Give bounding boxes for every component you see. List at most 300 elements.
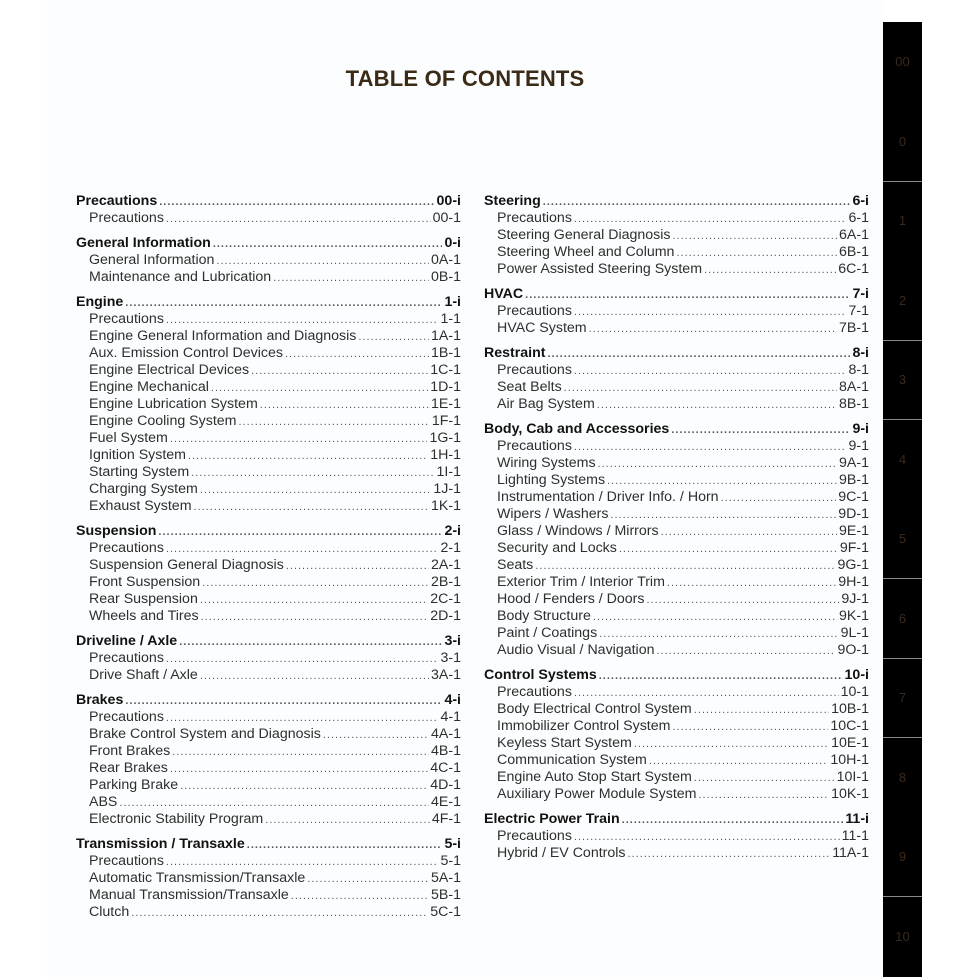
- toc-entry-page: 9O-1: [837, 642, 869, 658]
- toc-entry[interactable]: [76, 591, 461, 608]
- toc-entry-page: 10C-1: [830, 718, 869, 734]
- toc-section-heading[interactable]: [484, 344, 869, 362]
- dot-leader: [704, 262, 836, 279]
- dot-leader: [599, 626, 838, 643]
- section-tab[interactable]: 1: [898, 213, 907, 229]
- toc-entry-label: Precautions: [89, 311, 164, 327]
- toc-entry[interactable]: [484, 303, 869, 320]
- toc-entry[interactable]: [76, 345, 461, 362]
- toc-entry[interactable]: [76, 574, 461, 591]
- toc-entry-label: Maintenance and Lubrication: [89, 269, 272, 285]
- toc-entry-label: Drive Shaft / Axle: [89, 667, 198, 683]
- toc-entry[interactable]: [76, 540, 461, 557]
- toc-entry-page: 7-1: [848, 303, 869, 319]
- toc-entry-page: 2D-1: [430, 608, 461, 624]
- toc-entry-page: 2C-1: [430, 591, 461, 607]
- toc-entry[interactable]: [76, 904, 461, 921]
- dot-leader: [589, 321, 837, 338]
- dot-leader: [159, 193, 434, 211]
- section-tab[interactable]: 2: [898, 292, 907, 308]
- toc-entry-label: Body Electrical Control System: [497, 701, 692, 717]
- toc-entry-label: Engine Cooling System: [89, 413, 237, 429]
- dot-leader: [694, 702, 829, 719]
- dot-leader: [548, 345, 851, 363]
- toc-entry-page: 10E-1: [831, 735, 869, 751]
- toc-section: [484, 344, 869, 413]
- toc-section-heading[interactable]: [76, 522, 461, 540]
- toc-entry-label: Automatic Transmission/Transaxle: [89, 870, 306, 886]
- toc-section-heading-page: 3-i: [444, 633, 461, 649]
- toc-entry-page: 4F-1: [431, 811, 461, 827]
- dot-leader: [607, 473, 837, 490]
- dot-leader: [610, 507, 836, 524]
- dot-leader: [543, 193, 851, 211]
- toc-entry-page: 4B-1: [431, 743, 461, 759]
- toc-entry-label: Hybrid / EV Controls: [497, 845, 626, 861]
- dot-leader: [125, 692, 442, 710]
- toc-entry-page: 11A-1: [832, 845, 869, 861]
- toc-section-heading-label: HVAC: [484, 286, 524, 302]
- toc-section-heading-page: 7-i: [852, 286, 869, 302]
- toc-entry-page: 4D-1: [430, 777, 461, 793]
- toc-entry-label: Precautions: [497, 210, 572, 226]
- dot-leader: [194, 499, 430, 516]
- toc-section-heading-page: 5-i: [444, 836, 461, 852]
- toc-entry-page: 9G-1: [837, 557, 869, 573]
- dot-leader: [170, 761, 428, 778]
- dot-leader: [211, 380, 428, 397]
- toc-entry-label: Precautions: [89, 853, 164, 869]
- toc-entry[interactable]: [76, 498, 461, 515]
- tab-separator: [883, 419, 922, 420]
- dot-leader: [574, 304, 847, 321]
- dot-leader: [238, 414, 429, 431]
- toc-entry-label: Glass / Windows / Mirrors: [497, 523, 659, 539]
- dot-leader: [676, 245, 837, 262]
- dot-leader: [200, 668, 429, 685]
- dot-leader: [180, 778, 428, 795]
- toc-entry[interactable]: [76, 557, 461, 574]
- toc-section-heading-page: 2-i: [444, 523, 461, 539]
- toc-section-heading-label: Control Systems: [484, 667, 597, 683]
- toc-entry[interactable]: [484, 210, 869, 227]
- toc-entry[interactable]: [484, 642, 869, 659]
- toc-entry-page: 7B-1: [839, 320, 869, 336]
- toc-section-heading[interactable]: [76, 632, 461, 650]
- toc-section-heading-label: Steering: [484, 193, 541, 209]
- toc-entry-label: Suspension General Diagnosis: [89, 557, 284, 573]
- dot-leader: [649, 753, 829, 770]
- toc-entry[interactable]: [484, 244, 869, 261]
- toc-entry-label: Precautions: [89, 709, 164, 725]
- toc-entry[interactable]: [484, 523, 869, 540]
- toc-entry-page: 11-1: [841, 828, 869, 844]
- toc-section-heading-page: 1-i: [444, 294, 461, 310]
- toc-entry[interactable]: [76, 760, 461, 777]
- toc-entry-label: Front Brakes: [89, 743, 171, 759]
- section-tab[interactable]: 9: [898, 849, 907, 865]
- toc-entry-page: 9C-1: [838, 489, 869, 505]
- toc-entry[interactable]: [484, 752, 869, 769]
- toc-entry-label: Precautions: [497, 438, 572, 454]
- toc-entry-page: 9B-1: [839, 472, 869, 488]
- toc-entry-label: Body Structure: [497, 608, 591, 624]
- toc-section-heading-label: Brakes: [76, 692, 124, 708]
- toc-entry-page: 9E-1: [839, 523, 869, 539]
- dot-leader: [622, 811, 844, 829]
- toc-entry[interactable]: [484, 786, 869, 803]
- toc-entry-page: 2B-1: [431, 574, 461, 590]
- tab-separator: [883, 181, 922, 182]
- toc-entry[interactable]: [484, 320, 869, 337]
- toc-entry[interactable]: [484, 828, 869, 845]
- dot-leader: [170, 431, 428, 448]
- toc-section-heading-page: 6-i: [852, 193, 869, 209]
- toc-entry-page: 8A-1: [839, 379, 869, 395]
- toc-section-heading[interactable]: [484, 666, 869, 684]
- toc-entry-label: Audio Visual / Navigation: [497, 642, 655, 658]
- toc-section: [484, 420, 869, 659]
- toc-entry-page: 1E-1: [431, 396, 461, 412]
- toc-entry[interactable]: [484, 718, 869, 735]
- toc-entry-label: Wiring Systems: [497, 455, 596, 471]
- toc-section: [76, 632, 461, 684]
- toc-entry[interactable]: [484, 625, 869, 642]
- toc-entry-page: 9D-1: [838, 506, 869, 522]
- toc-entry[interactable]: [484, 701, 869, 718]
- dot-leader: [694, 770, 835, 787]
- dot-leader: [599, 667, 843, 685]
- dot-leader: [202, 575, 429, 592]
- toc-entry[interactable]: [484, 261, 869, 278]
- dot-leader: [166, 854, 439, 871]
- toc-entry-label: Communication System: [497, 752, 647, 768]
- toc-entry-page: 1C-1: [430, 362, 461, 378]
- dot-leader: [598, 456, 837, 473]
- toc-entry[interactable]: [484, 489, 869, 506]
- dot-leader: [574, 211, 847, 228]
- toc-entry-page: 00-1: [432, 210, 461, 226]
- toc-section-heading-label: Engine: [76, 294, 124, 310]
- toc-entry-page: 1K-1: [431, 498, 461, 514]
- dot-leader: [628, 846, 831, 863]
- dot-leader: [646, 592, 839, 609]
- toc-entry[interactable]: [76, 794, 461, 811]
- toc-entry-label: Engine Electrical Devices: [89, 362, 250, 378]
- toc-entry-label: Fuel System: [89, 430, 168, 446]
- toc-section-heading-page: 0-i: [444, 235, 461, 251]
- toc-section-heading[interactable]: [76, 835, 461, 853]
- section-tab[interactable]: 4: [898, 451, 907, 467]
- dot-leader: [125, 294, 442, 312]
- toc-entry[interactable]: [484, 769, 869, 786]
- toc-entry-label: Wipers / Washers: [497, 506, 609, 522]
- toc-entry-page: 5A-1: [431, 870, 461, 886]
- dot-leader: [131, 905, 428, 922]
- section-tab[interactable]: 6: [898, 610, 907, 626]
- dot-leader: [273, 270, 429, 287]
- toc-section-heading-page: 4-i: [444, 692, 461, 708]
- section-tab[interactable]: 00: [895, 54, 910, 70]
- toc-entry-label: Paint / Coatings: [497, 625, 598, 641]
- toc-section: [484, 285, 869, 337]
- toc-entry-page: 9L-1: [840, 625, 869, 641]
- toc-section-heading-label: Restraint: [484, 345, 546, 361]
- toc-entry[interactable]: [76, 887, 461, 904]
- toc-entry[interactable]: [76, 396, 461, 413]
- toc-section-heading-page: 10-i: [844, 667, 869, 683]
- toc-entry[interactable]: [76, 362, 461, 379]
- toc-section-heading-page: 11-i: [845, 811, 869, 827]
- toc-entry-page: 4A-1: [431, 726, 461, 742]
- toc-entry-label: Precautions: [497, 684, 572, 700]
- dot-leader: [265, 812, 430, 829]
- toc-entry-page: 8-1: [848, 362, 869, 378]
- toc-entry[interactable]: [76, 430, 461, 447]
- toc-section-heading-label: Body, Cab and Accessories: [484, 421, 670, 437]
- page-title: TABLE OF CONTENTS: [345, 66, 585, 91]
- toc-entry-label: Engine Mechanical: [89, 379, 209, 395]
- toc-entry-page: 1H-1: [430, 447, 461, 463]
- toc-entry[interactable]: [484, 396, 869, 413]
- toc-entry[interactable]: [76, 379, 461, 396]
- toc-entry-page: 1I-1: [436, 464, 461, 480]
- toc-section-heading-page: 8-i: [852, 345, 869, 361]
- toc-entry[interactable]: [76, 743, 461, 760]
- toc-entry[interactable]: [484, 438, 869, 455]
- toc-entry-label: Auxiliary Power Module System: [497, 786, 697, 802]
- toc-entry-page: 5-1: [440, 853, 461, 869]
- toc-entry[interactable]: [484, 540, 869, 557]
- toc-entry-page: 4C-1: [430, 760, 461, 776]
- toc-entry-label: Parking Brake: [89, 777, 179, 793]
- section-tab[interactable]: 8: [898, 769, 907, 785]
- toc-entry-label: Security and Locks: [497, 540, 617, 556]
- toc-entry-page: 2A-1: [431, 557, 461, 573]
- toc-section-heading[interactable]: [484, 810, 869, 828]
- dot-leader: [166, 211, 431, 228]
- toc-section: [76, 234, 461, 286]
- toc-entry-label: Aux. Emission Control Devices: [89, 345, 283, 361]
- dot-leader: [285, 346, 429, 363]
- toc-section-heading[interactable]: [484, 192, 869, 210]
- toc-left-column: [76, 192, 461, 928]
- toc-entry[interactable]: [76, 269, 461, 286]
- toc-entry-page: 1-1: [440, 311, 461, 327]
- toc-entry-page: 1B-1: [431, 345, 461, 361]
- tab-separator: [883, 737, 922, 738]
- dot-leader: [721, 490, 837, 507]
- dot-leader: [673, 228, 838, 245]
- toc-entry-page: 9-1: [848, 438, 869, 454]
- dot-leader: [535, 558, 835, 575]
- dot-leader: [172, 744, 429, 761]
- dot-leader: [574, 439, 847, 456]
- toc-section-heading[interactable]: [484, 420, 869, 438]
- toc-section: [76, 293, 461, 515]
- toc-section-heading[interactable]: [76, 293, 461, 311]
- toc-entry[interactable]: [484, 472, 869, 489]
- toc-entry-page: 4-1: [440, 709, 461, 725]
- toc-section-heading[interactable]: [76, 234, 461, 252]
- toc-entry[interactable]: [76, 464, 461, 481]
- toc-entry[interactable]: [484, 684, 869, 701]
- toc-entry-page: 1G-1: [429, 430, 461, 446]
- toc-section-heading-page: 9-i: [852, 421, 869, 437]
- dot-leader: [634, 736, 829, 753]
- toc-section: [484, 666, 869, 803]
- toc-entry[interactable]: [484, 735, 869, 752]
- toc-entry[interactable]: [484, 506, 869, 523]
- toc-section-heading[interactable]: [76, 192, 461, 210]
- toc-entry-page: 5C-1: [430, 904, 461, 920]
- toc-entry-page: 10B-1: [831, 701, 869, 717]
- toc-entry[interactable]: [76, 777, 461, 794]
- toc-entry[interactable]: [76, 252, 461, 269]
- toc-entry[interactable]: [76, 650, 461, 667]
- toc-entry-label: Electronic Stability Program: [89, 811, 264, 827]
- toc-entry-label: Exhaust System: [89, 498, 192, 514]
- dot-leader: [201, 609, 429, 626]
- toc-right-column: [484, 192, 869, 869]
- section-tab[interactable]: 5: [898, 531, 907, 547]
- toc-entry[interactable]: [76, 447, 461, 464]
- dot-leader: [574, 829, 840, 846]
- toc-entry-label: Immobilizer Control System: [497, 718, 671, 734]
- toc-entry[interactable]: [484, 362, 869, 379]
- dot-leader: [166, 651, 439, 668]
- dot-leader: [291, 888, 429, 905]
- dot-leader: [216, 253, 429, 270]
- toc-section: [76, 835, 461, 921]
- toc-section-heading[interactable]: [76, 691, 461, 709]
- dot-leader: [166, 312, 439, 329]
- toc-entry-label: Engine General Information and Diagnosis: [89, 328, 357, 344]
- toc-entry-label: Precautions: [497, 303, 572, 319]
- toc-entry[interactable]: [76, 481, 461, 498]
- tab-separator: [883, 896, 922, 897]
- toc-section-heading[interactable]: [484, 285, 869, 303]
- toc-entry-label: Keyless Start System: [497, 735, 632, 751]
- toc-entry[interactable]: [76, 811, 461, 828]
- toc-entry[interactable]: [76, 726, 461, 743]
- toc-entry-label: Precautions: [497, 828, 572, 844]
- toc-entry[interactable]: [484, 608, 869, 625]
- toc-section: [76, 192, 461, 227]
- section-tab[interactable]: 10: [895, 928, 910, 944]
- toc-entry-page: 0A-1: [431, 252, 461, 268]
- dot-leader: [656, 643, 835, 660]
- toc-entry-page: 9F-1: [839, 540, 869, 556]
- dot-leader: [166, 710, 439, 727]
- dot-leader: [661, 524, 837, 541]
- toc-entry-page: 6B-1: [839, 244, 869, 260]
- toc-entry-page: 0B-1: [431, 269, 461, 285]
- toc-entry[interactable]: [76, 709, 461, 726]
- dot-leader: [671, 421, 850, 439]
- toc-section-heading-label: Precautions: [76, 193, 158, 209]
- dot-leader: [358, 329, 429, 346]
- toc-entry-page: 1F-1: [431, 413, 461, 429]
- toc-entry-page: 1A-1: [431, 328, 461, 344]
- toc-entry[interactable]: [484, 227, 869, 244]
- section-tab[interactable]: 0: [898, 133, 907, 149]
- toc-entry-page: 5B-1: [431, 887, 461, 903]
- toc-entry[interactable]: [484, 455, 869, 472]
- toc-section-heading-label: General Information: [76, 235, 211, 251]
- toc-entry[interactable]: [76, 667, 461, 684]
- section-tab[interactable]: 7: [898, 690, 907, 706]
- toc-entry[interactable]: [484, 574, 869, 591]
- toc-entry-label: Instrumentation / Driver Info. / Horn: [497, 489, 719, 505]
- toc-entry-page: 10I-1: [836, 769, 869, 785]
- toc-entry-page: 6-1: [848, 210, 869, 226]
- toc-entry[interactable]: [76, 210, 461, 227]
- toc-entry-label: Engine Auto Stop Start System: [497, 769, 692, 785]
- toc-section-heading-label: Electric Power Train: [484, 811, 620, 827]
- toc-entry-page: 1D-1: [430, 379, 461, 395]
- dot-leader: [251, 363, 428, 380]
- section-tab-strip: [883, 22, 922, 977]
- tab-separator: [883, 658, 922, 659]
- toc-section-heading-page: 00-i: [436, 193, 461, 209]
- toc-entry-page: 4E-1: [431, 794, 461, 810]
- toc-entry[interactable]: [76, 608, 461, 625]
- dot-leader: [597, 397, 837, 414]
- dot-leader: [525, 286, 850, 304]
- dot-leader: [574, 363, 847, 380]
- toc-entry-label: Precautions: [89, 650, 164, 666]
- toc-entry-page: 1J-1: [433, 481, 461, 497]
- toc-section-heading-label: Driveline / Axle: [76, 633, 178, 649]
- toc-entry-page: 10-1: [840, 684, 869, 700]
- toc-entry-label: Charging System: [89, 481, 198, 497]
- toc-entry-page: 3A-1: [431, 667, 461, 683]
- section-tab[interactable]: 3: [898, 372, 907, 388]
- toc-entry-label: Precautions: [497, 362, 572, 378]
- toc-entry-page: 9H-1: [838, 574, 869, 590]
- toc-entry-label: Rear Suspension: [89, 591, 198, 607]
- toc-entry-page: 8B-1: [839, 396, 869, 412]
- toc-entry-label: Seat Belts: [497, 379, 562, 395]
- dot-leader: [188, 448, 428, 465]
- toc-entry[interactable]: [76, 328, 461, 345]
- toc-entry-label: Lighting Systems: [497, 472, 606, 488]
- toc-entry[interactable]: [76, 853, 461, 870]
- toc-entry-label: Steering General Diagnosis: [497, 227, 671, 243]
- toc-entry[interactable]: [76, 311, 461, 328]
- toc-section: [484, 810, 869, 862]
- toc-entry-label: Precautions: [89, 540, 164, 556]
- toc-entry-page: 6A-1: [839, 227, 869, 243]
- toc-entry[interactable]: [484, 845, 869, 862]
- dot-leader: [672, 719, 828, 736]
- toc-entry[interactable]: [484, 379, 869, 396]
- toc-entry-page: 9J-1: [841, 591, 869, 607]
- toc-entry-label: Air Bag System: [497, 396, 595, 412]
- toc-entry-page: 2-1: [440, 540, 461, 556]
- dot-leader: [166, 541, 439, 558]
- toc-entry[interactable]: [76, 413, 461, 430]
- toc-entry-page: 10K-1: [831, 786, 869, 802]
- toc-entry[interactable]: [484, 557, 869, 574]
- toc-section: [484, 192, 869, 278]
- toc-entry[interactable]: [484, 591, 869, 608]
- dot-leader: [247, 836, 443, 854]
- toc-entry[interactable]: [76, 870, 461, 887]
- toc-entry-label: Hood / Fenders / Doors: [497, 591, 645, 607]
- toc-section: [76, 691, 461, 828]
